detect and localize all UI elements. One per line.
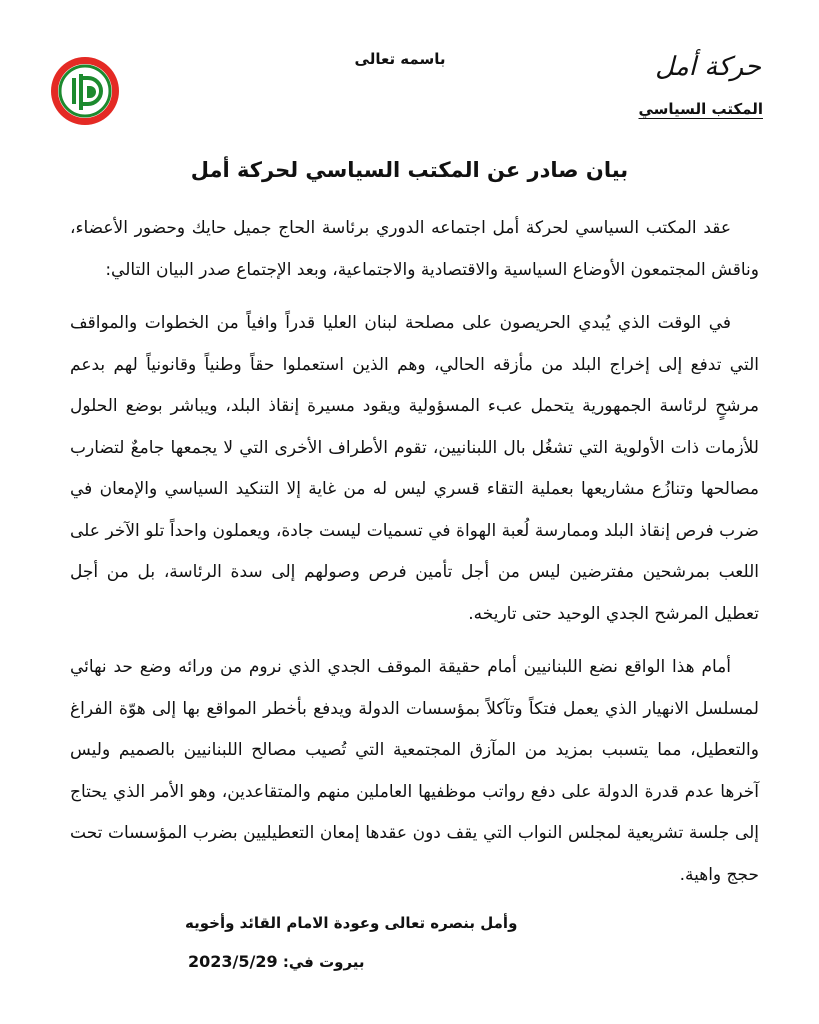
office-name: المكتب السياسي	[638, 100, 763, 118]
paragraph-presidency: في الوقت الذي يُبدي الحريصون على مصلحة لبنان العليا قدراً وافياً من الخطوات والمواقف التي تدفع إلى إخراج البلد من مأزقه الحالي، وهم الذين استعملوا حقاً وطنياً وقانونياً لهم بدعم مرشحٍ لرئاسة الجمهورية يتحمل عبء المسؤولية ويقود مسيرة إنقاذ البلد، ويباشر بوضع الحلول للأزمات ذات الأولوية التي تشغُل بال اللبنانيين، تقوم الأطراف الأخرى التي لا يجمعها جامعٌ لتضارب مصالحها وتنازُع مشاريعها بعملية التقاء قسري ليس له من غاية إلا التنكيد السياسي والإمعان في ضرب فرص إنقاذ البلد وممارسة لُعبة الهواة في تسميات ليست جادة، ويعملون واحداً تلو الآخر على اللعب بمرشحين مفترضين ليس من أجل تأمين فرص وصولهم إلى سدة الرئاسة، بل من أجل تعطيل المرشح الجدي الوحيد حتى تاريخه.	[70, 313, 759, 624]
paragraph-intro: عقد المكتب السياسي لحركة أمل اجتماعه الدوري برئاسة الحاج جميل حايك وحضور الأعضاء، وناقش المجتمعون الأوضاع السياسية والاقتصادية والاجتماعية، وبعد الإجتماع صدر البيان التالي:	[70, 218, 759, 280]
amal-movement-logo-icon	[50, 56, 120, 126]
statement-title: بيان صادر عن المكتب السياسي لحركة أمل	[190, 158, 629, 182]
statement-body	[70, 208, 759, 908]
bismillah-heading: باسمه تعالى	[354, 50, 446, 68]
date-label: بيروت في:	[282, 953, 365, 971]
date-line	[188, 952, 365, 971]
movement-name-logotype: حركة أمل	[655, 52, 761, 82]
date-value: 2023/5/29	[188, 952, 278, 971]
paragraph-institutions: أمام هذا الواقع نضع اللبنانيين أمام حقيقة الموقف الجدي الذي نروم من ورائه وضع حد نهائي لمسلسل الانهيار الذي يعمل فتكاً وتآكلاً بمؤسسات الدولة ويدفع بأخطر المواقع بها إلى هوّة الفراغ والتعطيل، مما يتسبب بمزيد من المآزق المجتمعية التي تُصيب مصالح اللبنانيين بالصميم وليس آخرها عدم قدرة الدولة على دفع رواتب موظفيها العاملين منهم والمتقاعدين، وهو الأمر الذي يحتاج إلى جلسة تشريعية لمجلس النواب التي يقف دون عقدها إمعان التعطيليين بضرب المؤسسات تحت حجج واهية.	[70, 657, 759, 885]
closing-line: وأمل بنصره تعالى وعودة الامام القائد وأخويه	[185, 914, 518, 932]
